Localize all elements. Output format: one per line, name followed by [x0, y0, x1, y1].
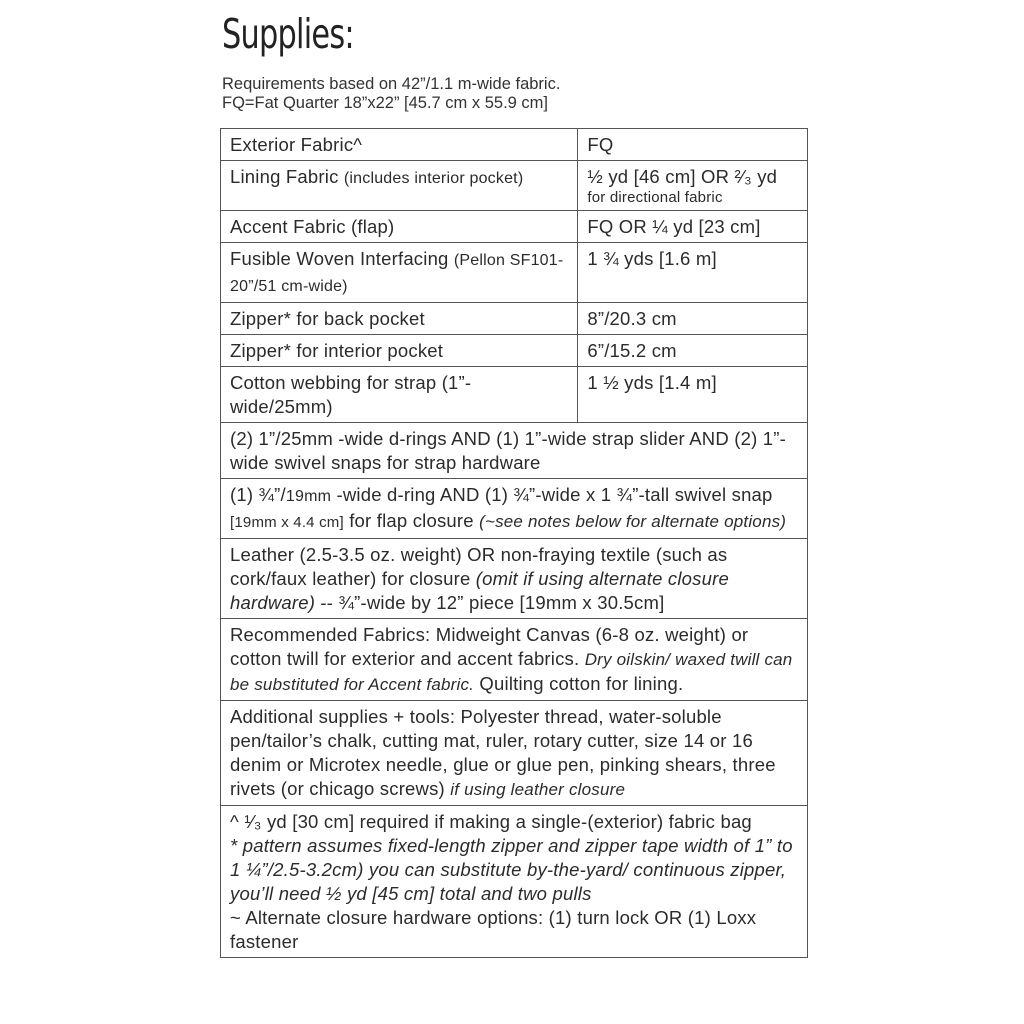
page-title: Supplies:: [222, 10, 354, 58]
fat-quarter-definition: FQ=Fat Quarter 18”x22” [45.7 cm x 55.9 cm]: [222, 94, 548, 112]
item-cell: Accent Fabric (flap): [221, 211, 578, 243]
table-row: [221, 243, 808, 303]
amount-cell: FQ: [578, 129, 808, 161]
fabric-width-note: Requirements based on 42”/1.1 m-wide fabric.: [222, 75, 561, 93]
supplies-table: [220, 128, 808, 958]
table-row: [221, 367, 808, 423]
amount-cell: 8”/20.3 cm: [578, 303, 808, 335]
amount-cell: FQ OR ¼ yd [23 cm]: [578, 211, 808, 243]
table-row: [221, 701, 808, 806]
table-row: [221, 619, 808, 701]
table-row: [221, 806, 808, 958]
item-cell: Zipper* for interior pocket: [221, 335, 578, 367]
table-row: [221, 335, 808, 367]
amount-cell: 6”/15.2 cm: [578, 335, 808, 367]
additional-supplies-cell: Additional supplies + tools: Polyester thread, water-soluble pen/tailor’s chalk, cutting mat, ruler, rotary cutter, size 14 or 16 denim or Microtex needle, glue or glue pen, pinking shears, three rivets (or chicago screws) if using leather closure: [221, 701, 808, 806]
strap-hardware-cell: (2) 1”/25mm -wide d-rings AND (1) 1”-wide strap slider AND (2) 1”-wide swivel snaps for strap hardware: [221, 423, 808, 479]
item-cell: Lining Fabric (includes interior pocket): [221, 161, 578, 211]
table-row: [221, 303, 808, 335]
item-cell: Cotton webbing for strap (1”-wide/25mm): [221, 367, 578, 423]
footnotes-cell: [221, 806, 808, 958]
amount-cell: 1 ½ yds [1.4 m]: [578, 367, 808, 423]
intro-text: [222, 75, 560, 113]
item-cell: Zipper* for back pocket: [221, 303, 578, 335]
item-cell: Exterior Fabric^: [221, 129, 578, 161]
leather-cell: Leather (2.5-3.5 oz. weight) OR non-fraying textile (such as cork/faux leather) for closure (omit if using alternate closure hardware) -- ¾”-wide by 12” piece [19mm x 30.5cm]: [221, 539, 808, 619]
flap-closure-cell: (1) ¾”/19mm -wide d-ring AND (1) ¾”-wide x 1 ¾”-tall swivel snap [19mm x 4.4 cm] for flap closure (~see notes below for alternate options): [221, 479, 808, 539]
table-row: [221, 129, 808, 161]
tilde-footnote: ~ Alternate closure hardware options: (1) turn lock OR (1) Loxx fastener: [230, 907, 757, 952]
amount-cell: 1 ¾ yds [1.6 m]: [578, 243, 808, 303]
table-row: [221, 211, 808, 243]
table-row: [221, 423, 808, 479]
item-cell: Fusible Woven Interfacing (Pellon SF101-20”/51 cm-wide): [221, 243, 578, 303]
caret-footnote: ^ ¹⁄₃ yd [30 cm] required if making a single-(exterior) fabric bag: [230, 811, 752, 832]
table-row: [221, 161, 808, 211]
table-row: [221, 539, 808, 619]
table-row: [221, 479, 808, 539]
amount-cell: ½ yd [46 cm] OR ²⁄₃ yd for directional fabric: [578, 161, 808, 211]
asterisk-footnote: * pattern assumes fixed-length zipper and zipper tape width of 1” to 1 ¼”/2.5-3.2cm) you can substitute by-the-yard/ continuous zipper, you’ll need ½ yd [45 cm] total and two pulls: [230, 835, 793, 904]
recommended-fabrics-cell: Recommended Fabrics: Midweight Canvas (6-8 oz. weight) or cotton twill for exterior and accent fabrics. Dry oilskin/ waxed twill can be substituted for Accent fabric. Quilting cotton for lining.: [221, 619, 808, 701]
